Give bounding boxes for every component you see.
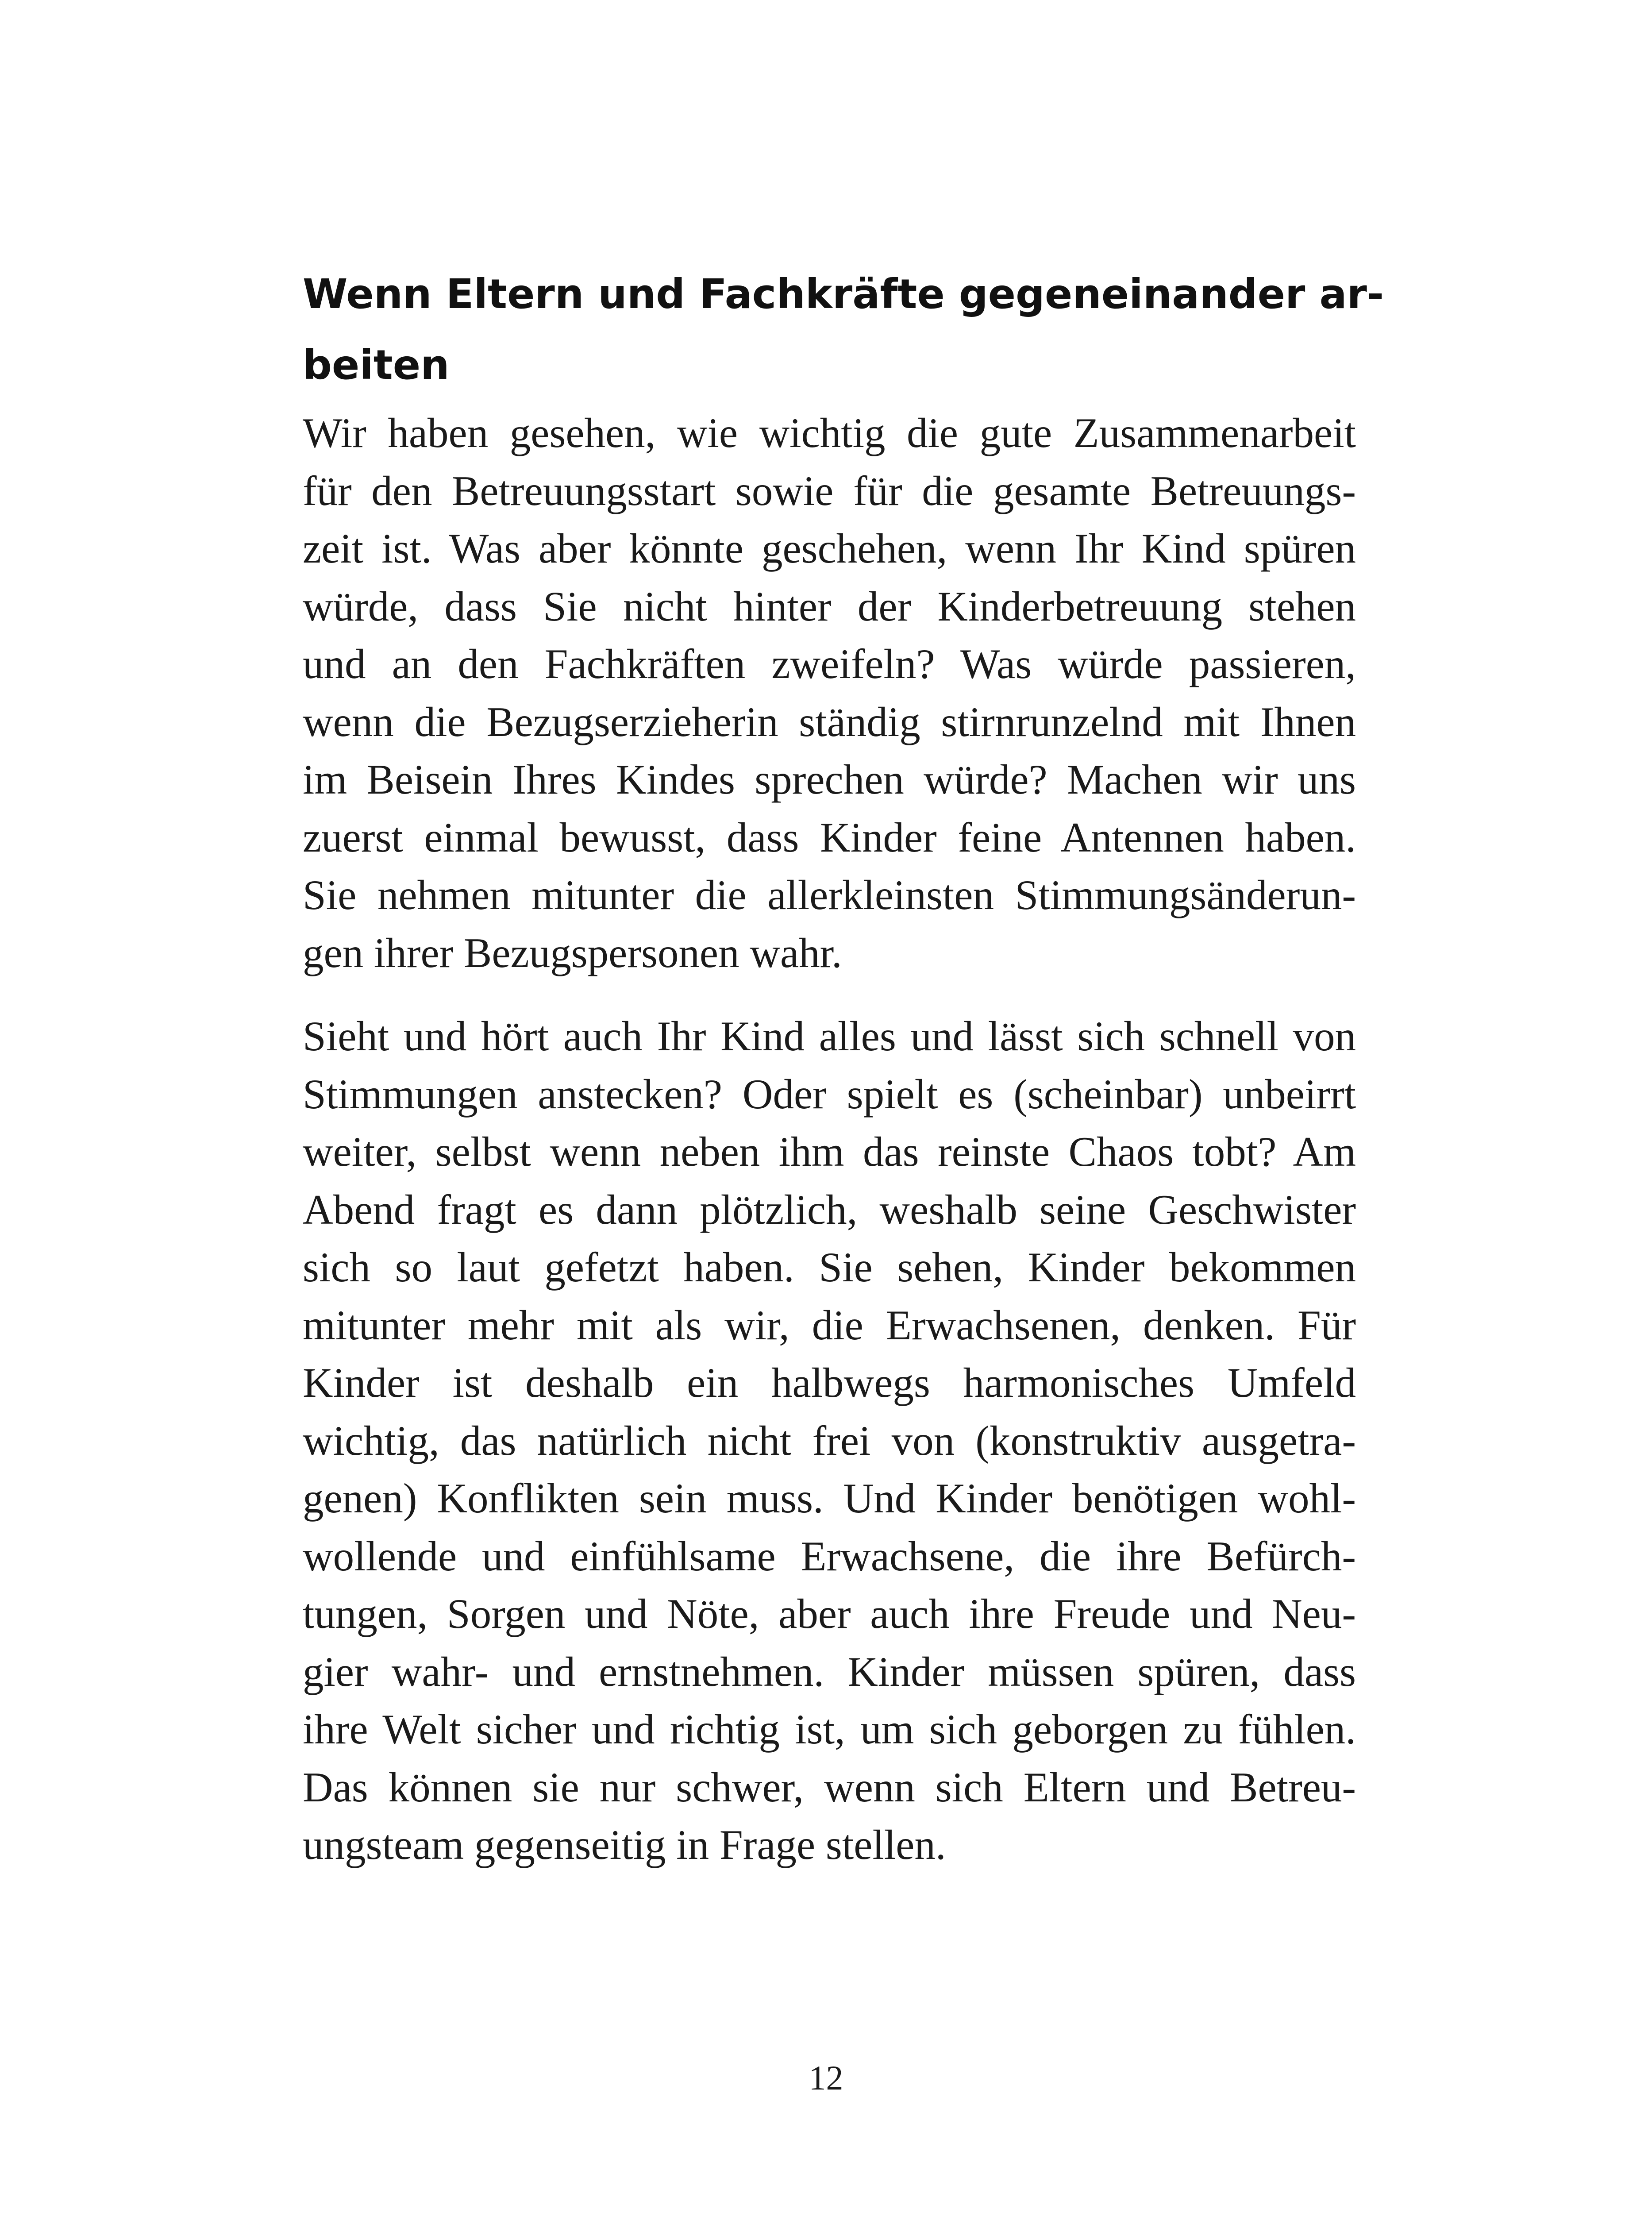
text-line: sich so laut gefetzt haben. Sie sehen, Kinder bekommen — [303, 1244, 1356, 1291]
heading-line: beiten — [303, 341, 450, 389]
body-paragraph — [303, 1007, 1356, 1874]
text-line: gier wahr- und ernstnehmen. Kinder müssen spüren, dass — [303, 1648, 1356, 1695]
text-line: für den Betreuungsstart sowie für die gesamte Betreuungs- — [303, 467, 1356, 514]
text-line: Wir haben gesehen, wie wichtig die gute Zusammenarbeit — [303, 409, 1356, 456]
body-paragraph — [303, 404, 1356, 982]
text-line: zeit ist. Was aber könnte geschehen, wenn Ihr Kind spüren — [303, 525, 1356, 572]
text-line: wichtig, das natürlich nicht frei von (konstruktiv ausgetra- — [303, 1417, 1356, 1464]
text-line: Sie nehmen mitunter die allerkleinsten Stimmungsänderun- — [303, 871, 1356, 918]
text-line: tungen, Sorgen und Nöte, aber auch ihre Freude und Neu- — [303, 1590, 1356, 1637]
text-line: weiter, selbst wenn neben ihm das reinste Chaos tobt? Am — [303, 1128, 1356, 1175]
text-line: Abend fragt es dann plötzlich, weshalb seine Geschwister — [303, 1186, 1356, 1233]
text-line: gen ihrer Bezugspersonen wahr. — [303, 929, 842, 976]
text-line: im Beisein Ihres Kindes sprechen würde? Machen wir uns — [303, 756, 1356, 803]
text-line: wenn die Bezugserzieherin ständig stirnrunzelnd mit Ihnen — [303, 698, 1356, 745]
text-line: Das können sie nur schwer, wenn sich Eltern und Betreu- — [303, 1763, 1356, 1811]
text-line: Stimmungen anstecken? Oder spielt es (scheinbar) unbeirrt — [303, 1070, 1356, 1118]
text-line: und an den Fachkräften zweifeln? Was würde passieren, — [303, 640, 1356, 687]
text-line: Kinder ist deshalb ein halbwegs harmonisches Umfeld — [303, 1359, 1356, 1406]
text-line: würde, dass Sie nicht hinter der Kinderbetreuung stehen — [303, 582, 1356, 630]
text-line: ungsteam gegenseitig in Frage stellen. — [303, 1821, 946, 1868]
section-heading — [303, 259, 1384, 401]
text-line: genen) Konflikten sein muss. Und Kinder benötigen wohl- — [303, 1475, 1356, 1522]
text-line: zuerst einmal bewusst, dass Kinder feine Antennen haben. — [303, 813, 1356, 861]
page-number: 12 — [809, 2059, 843, 2097]
text-line: mitunter mehr mit als wir, die Erwachsenen, denken. Für — [303, 1301, 1356, 1349]
text-line: wollende und einfühlsame Erwachsene, die ihre Befürch- — [303, 1532, 1356, 1580]
text-line: ihre Welt sicher und richtig ist, um sich geborgen zu fühlen. — [303, 1706, 1356, 1753]
heading-line: Wenn Eltern und Fachkräfte gegeneinander ar- — [303, 270, 1384, 318]
text-line: Sieht und hört auch Ihr Kind alles und lässt sich schnell von — [303, 1013, 1356, 1060]
page-content — [303, 259, 1384, 1874]
